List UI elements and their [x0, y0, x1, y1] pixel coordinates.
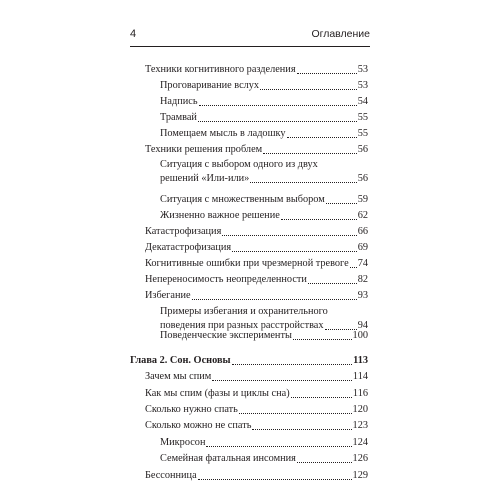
- dot-leader: [297, 462, 352, 463]
- toc-entry-title: Ситуация с выбором одного из двух: [160, 159, 318, 170]
- toc-entry-title-continued: решений «Или-или»: [160, 173, 250, 184]
- dot-leader: [212, 380, 352, 381]
- toc-entry-page: 120: [352, 404, 368, 415]
- toc-entry-title: Сколько можно не спать: [145, 420, 252, 431]
- toc-entry-page: 116: [352, 388, 368, 399]
- toc-entry: [145, 419, 368, 433]
- toc-entry-page: 56: [357, 144, 368, 155]
- dot-leader: [198, 121, 357, 122]
- dot-leader: [308, 283, 357, 284]
- toc-entry-title: Зачем мы спим: [145, 371, 212, 382]
- toc-entry-title: Как мы спим (фазы и циклы сна): [145, 388, 290, 399]
- toc-entry: [145, 63, 368, 77]
- dot-leader: [291, 397, 352, 398]
- toc-entry-title: Микросон: [160, 437, 206, 448]
- toc-entry: [145, 403, 368, 417]
- toc-entry-page: 55: [357, 112, 368, 123]
- toc-entry: [160, 193, 368, 207]
- toc-entry-title: Декатастрофизация: [145, 242, 232, 253]
- toc-entry: [160, 436, 368, 450]
- toc-entry: [160, 79, 368, 93]
- toc-entry-page: 94: [357, 320, 368, 331]
- toc-entry-page: 93: [357, 290, 368, 301]
- dot-leader: [326, 203, 357, 204]
- dot-leader: [198, 479, 352, 480]
- dot-leader: [287, 137, 357, 138]
- dot-leader: [252, 429, 351, 430]
- dot-leader: [232, 364, 353, 365]
- toc-entry: [145, 273, 368, 287]
- dot-leader: [281, 219, 357, 220]
- toc-entry: [130, 354, 368, 368]
- toc-entry-page: 53: [357, 80, 368, 91]
- toc-entry: [145, 469, 368, 483]
- toc-entry: [160, 127, 368, 141]
- toc-entry-title: Примеры избегания и охранительного: [160, 306, 328, 317]
- toc-entry-page: 66: [357, 226, 368, 237]
- toc-entry-title: Трамвай: [160, 112, 197, 123]
- dot-leader: [350, 267, 357, 268]
- dot-leader: [239, 413, 352, 414]
- running-title: Оглавление: [311, 28, 370, 40]
- toc-entry: [145, 225, 368, 239]
- toc-entry-title: Катастрофизация: [145, 226, 222, 237]
- dot-leader: [199, 105, 357, 106]
- toc-entry-title: Техники решения проблем: [145, 144, 263, 155]
- toc-entry-page: 82: [357, 274, 368, 285]
- toc-entry: [145, 370, 368, 384]
- toc-entry: [145, 241, 368, 255]
- toc-entry-page: 53: [357, 64, 368, 75]
- toc-entry-page: 74: [357, 258, 368, 269]
- page-header: [130, 28, 370, 44]
- toc-entry-title: Ситуация с множественным выбором: [160, 194, 325, 205]
- toc-entry-page: 113: [353, 355, 368, 366]
- toc-entry-title: Техники когнитивного разделения: [145, 64, 296, 75]
- dot-leader: [250, 182, 356, 183]
- toc-entry-page: 123: [352, 420, 368, 431]
- toc-entry-title-continued: поведения при разных расстройствах: [160, 320, 324, 331]
- toc-entry-page: 100: [352, 330, 368, 341]
- toc-entry: [145, 257, 368, 271]
- toc-entry-page: 69: [357, 242, 368, 253]
- toc-entry: [160, 95, 368, 109]
- toc-entry-title: Проговаривание вслух: [160, 80, 260, 91]
- toc-entry-page: 126: [352, 453, 368, 464]
- page-number: 4: [130, 28, 137, 40]
- toc-entry-page: 55: [357, 128, 368, 139]
- toc-entry-page: 54: [357, 96, 368, 107]
- toc-entry-title: Глава 2. Сон. Основы: [130, 355, 231, 366]
- toc-entry-page: 62: [357, 210, 368, 221]
- toc-entry-page: 124: [352, 437, 368, 448]
- toc-entry-title: Бессонница: [145, 470, 197, 481]
- header-rule: [130, 46, 370, 47]
- toc-entry-title: Жизненно важное решение: [160, 210, 280, 221]
- dot-leader: [263, 153, 357, 154]
- toc-entry: [160, 209, 368, 223]
- dot-leader: [192, 299, 357, 300]
- dot-leader: [260, 89, 357, 90]
- toc-entry-title: Сколько нужно спать: [145, 404, 238, 415]
- toc-entry: [160, 452, 368, 466]
- toc-entry-title: Надпись: [160, 96, 198, 107]
- toc-entry: [145, 143, 368, 157]
- toc-entry-page: 56: [357, 173, 368, 184]
- dot-leader: [293, 339, 352, 340]
- toc-entry-title: Поведенческие эксперименты: [160, 330, 292, 341]
- toc-entry-title: Семейная фатальная инсомния: [160, 453, 296, 464]
- toc-entry: [160, 329, 368, 343]
- toc-entry-page: 59: [357, 194, 368, 205]
- toc-entry-title: Избегание: [145, 290, 191, 301]
- dot-leader: [222, 235, 356, 236]
- toc-entry-page: 129: [352, 470, 368, 481]
- toc-entry-title: Когнитивные ошибки при чрезмерной тревоге: [145, 258, 349, 269]
- dot-leader: [206, 446, 351, 447]
- toc-entry-page: 114: [352, 371, 368, 382]
- toc-entry: [160, 158, 368, 186]
- toc-entry-title: Помещаем мысль в ладошку: [160, 128, 286, 139]
- toc-entry-title: Непереносимость неопределенности: [145, 274, 307, 285]
- dot-leader: [232, 251, 357, 252]
- toc-entry: [145, 387, 368, 401]
- dot-leader: [297, 73, 357, 74]
- toc-entry: [160, 111, 368, 125]
- toc-entry: [145, 289, 368, 303]
